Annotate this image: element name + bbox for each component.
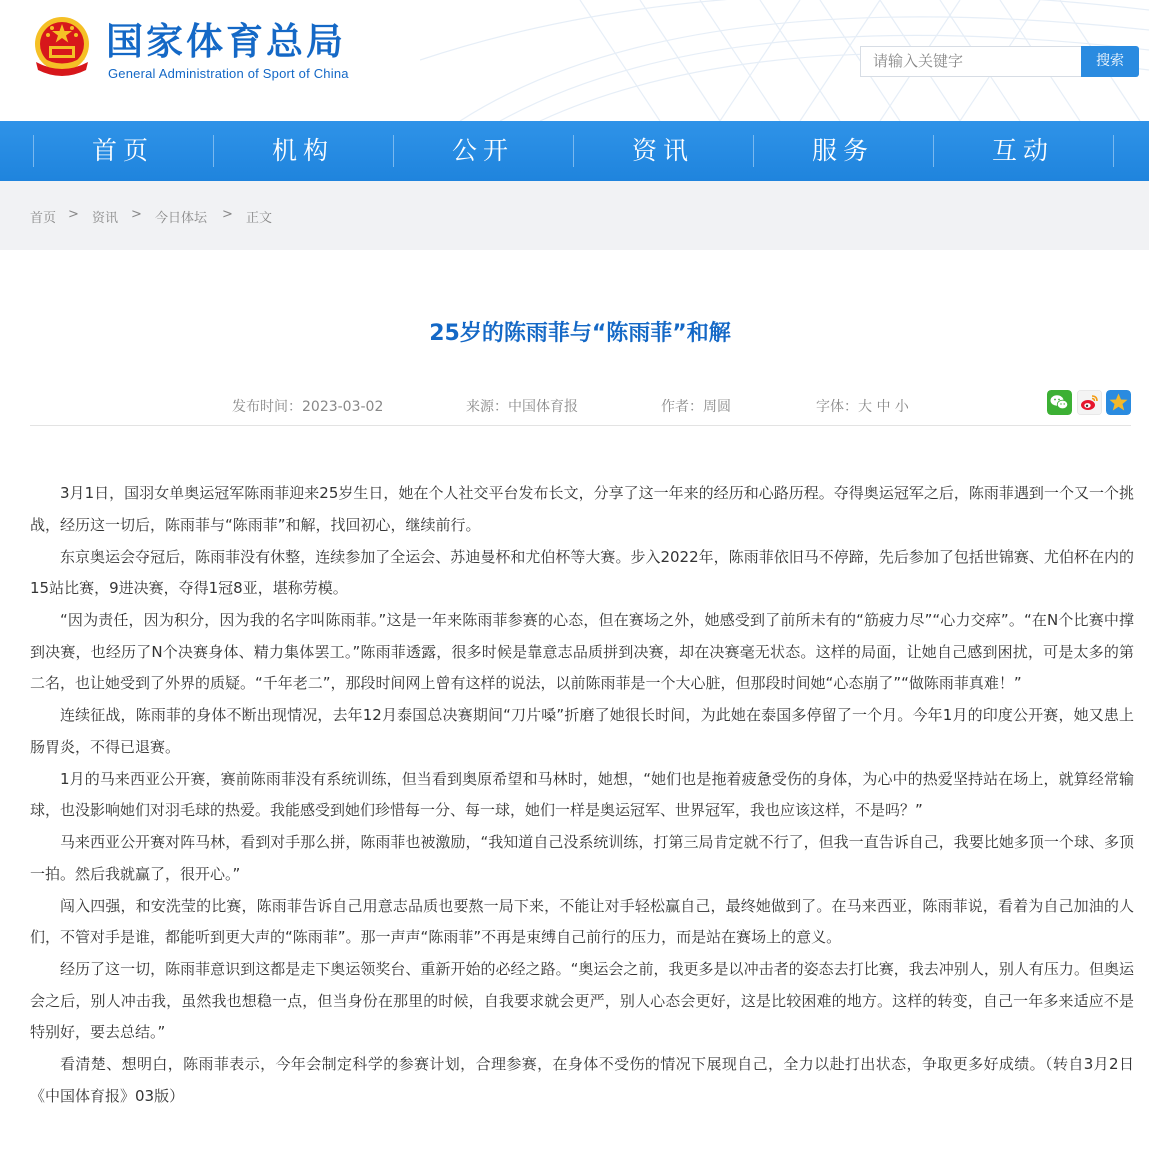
paragraph: 经历了这一切，陈雨菲意识到这都是走下奥运领奖台、重新开始的必经之路。“奥运会之前，我更多是以冲击者的姿态去打比赛，我去冲别人，别人有压力。但奥运会之后，别人冲击我，虽然我也想稳一点，但当身份在那里的时候，自我要求就会更严，别人心态会更好，这是比较困难的地方。这样的转变，自己一年多来适应不是特别好，要去总结。” — [30, 960, 1134, 1041]
nav-separator — [1113, 135, 1114, 167]
search-input[interactable]: 请输入关键字 — [860, 46, 1082, 77]
source-label: 来源： — [466, 399, 508, 415]
paragraph: 看清楚、想明白，陈雨菲表示，今年会制定科学的参赛计划，合理参赛，在身体不受伤的情况下展现自己，全力以赴打出状态，争取更多好成绩。（转自3月2日《中国体育报》03版） — [30, 1055, 1134, 1105]
breadcrumb-separator: > — [222, 207, 233, 222]
font-size-switcher — [816, 396, 909, 416]
weibo-icon[interactable] — [1077, 390, 1102, 415]
font-size-large[interactable]: 大 — [858, 399, 872, 415]
breadcrumb-separator: > — [68, 207, 79, 222]
paragraph: 马来西亚公开赛对阵马林，看到对手那么拼，陈雨菲也被激励，“我知道自己没系统训练，打第三局肯定就不行了，但我一直告诉自己，我要比她多顶一个球、多顶一拍。然后我就赢了，很开心。” — [30, 833, 1134, 883]
publish-date-value: 2023-03-02 — [302, 399, 384, 415]
article-title: 25岁的陈雨菲与“陈雨菲”和解 — [429, 321, 731, 346]
breadcrumb-current: 正文 — [246, 211, 273, 226]
nav-item-interaction[interactable]: 互动 — [991, 136, 1054, 165]
site-name-english[interactable]: General Administration of Sport of China — [108, 66, 349, 81]
paragraph: 3月1日，国羽女单奥运冠军陈雨菲迎来25岁生日，她在个人社交平台发布长文，分享了这一年来的经历和心路历程。夺得奥运冠军之后，陈雨菲遇到一个又一个挑战，经历这一切后，陈雨菲与“陈雨菲”和解，找回初心，继续前行。 — [30, 484, 1134, 534]
nav-item-news[interactable]: 资讯 — [631, 136, 694, 165]
national-emblem-icon — [30, 14, 94, 82]
site-name-chinese[interactable]: 国家体育总局 — [106, 20, 346, 63]
paragraph: “因为责任，因为积分，因为我的名字叫陈雨菲。”这是一年来陈雨菲参赛的心态，但在赛场之外，她感受到了前所未有的“筋疲力尽”“心力交瘁”。“在N个比赛中撑到决赛，也经历了N个决赛身体、精力集体罢工。”陈雨菲透露，很多时候是靠意志品质拼到决赛，却在决赛毫无状态。这样的局面，让她自己感到困扰，可是太多的第二名，也让她受到了外界的质疑。“千年老二”，那段时间网上曾有这样的说法，以前陈雨菲是一个大心脏，但那段时间她“心态崩了”“做陈雨菲真难！” — [30, 611, 1134, 692]
breadcrumb-today-sports[interactable]: 今日体坛 — [155, 211, 208, 226]
article-source — [466, 396, 578, 416]
article-body — [30, 478, 1134, 1113]
paragraph: 1月的马来西亚公开赛，赛前陈雨菲没有系统训练，但当看到奥原希望和马林时，她想，“她们也是拖着疲惫受伤的身体，为心中的热爱坚持站在场上，就算经常输球，也没影响她们对羽毛球的热爱。我能感受到她们珍惜每一分、每一球，她们一样是奥运冠军、世界冠军，我也应该这样，不是吗？” — [30, 769, 1134, 819]
nav-item-services[interactable]: 服务 — [811, 136, 874, 165]
font-size-medium[interactable]: 中 — [876, 399, 891, 415]
search-button[interactable]: 搜索 — [1081, 46, 1139, 77]
paragraph: 东京奥运会夺冠后，陈雨菲没有休整，连续参加了全运会、苏迪曼杯和尤伯杯等大赛。步入2022年，陈雨菲依旧马不停蹄，先后参加了包括世锦赛、尤伯杯在内的15站比赛，9进决赛，夺得1冠8亚，堪称劳模。 — [30, 547, 1134, 597]
paragraph: 闯入四强，和安洗莹的比赛，陈雨菲告诉自己用意志品质也要熬一局下来，不能让对手轻松赢自己，最终她做到了。在马来西亚，陈雨菲说，看着为自己加油的人们，不管对手是谁，都能听到更大声的“陈雨菲”。那一声声“陈雨菲”不再是束缚自己前行的压力，而是站在赛场上的意义。 — [30, 896, 1134, 946]
author-label: 作者： — [661, 399, 703, 415]
nav-item-organization[interactable]: 机构 — [271, 136, 334, 165]
wechat-icon[interactable] — [1047, 390, 1072, 415]
nav-item-home[interactable]: 首页 — [91, 136, 154, 165]
breadcrumb-separator: > — [131, 207, 142, 222]
nav-item-disclosure[interactable]: 公开 — [451, 136, 514, 165]
publish-date — [232, 396, 383, 416]
author-value: 周圆 — [703, 399, 731, 415]
article-author — [661, 396, 731, 416]
breadcrumb — [0, 181, 1149, 250]
site-header — [0, 0, 1149, 121]
source-value: 中国体育报 — [508, 399, 578, 415]
breadcrumb-news[interactable]: 资讯 — [92, 211, 119, 226]
paragraph: 连续征战，陈雨菲的身体不断出现情况，去年12月泰国总决赛期间“刀片嗓”折磨了她很长时间，为此她在泰国多停留了一个月。今年1月的印度公开赛，她又患上肠胃炎，不得已退赛。 — [30, 706, 1134, 756]
breadcrumb-home[interactable]: 首页 — [30, 211, 57, 226]
main-nav — [0, 121, 1149, 181]
font-size-label: 字体： — [816, 399, 858, 415]
font-size-small[interactable]: 小 — [894, 399, 909, 415]
meta-divider — [30, 425, 1131, 426]
publish-date-label: 发布时间： — [232, 399, 302, 415]
favorite-icon[interactable] — [1106, 390, 1131, 415]
